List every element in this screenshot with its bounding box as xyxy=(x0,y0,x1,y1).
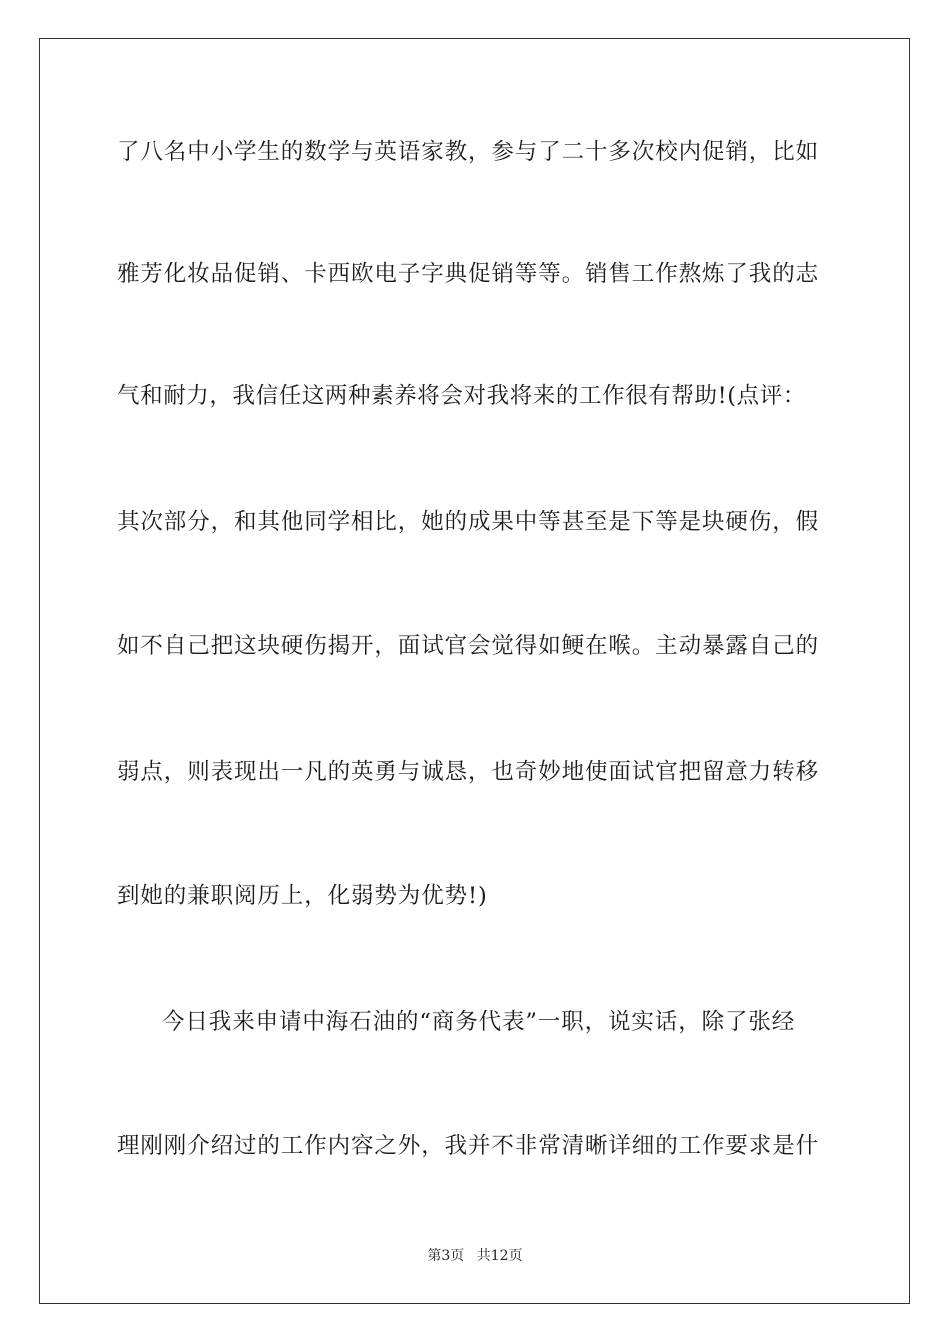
body-line-7: 到她的兼职阅历上，化弱势为优势!) xyxy=(117,883,488,909)
page-number: 第3页 xyxy=(427,1248,465,1264)
page-footer xyxy=(0,1247,950,1265)
body-line-3: 气和耐力，我信任这两种素养将会对我将来的工作很有帮助!(点评： xyxy=(117,383,806,409)
body-line-9: 理刚刚介绍过的工作内容之外，我并不非常清晰详细的工作要求是什 xyxy=(117,1133,820,1159)
body-line-5: 如不自己把这块硬伤揭开，面试官会觉得如鲠在喉。主动暴露自己的 xyxy=(117,633,820,659)
page-border xyxy=(39,38,910,1304)
body-line-1: 了八名中小学生的数学与英语家教，参与了二十多次校内促销，比如 xyxy=(117,139,820,165)
page-total: 共12页 xyxy=(476,1248,523,1264)
body-line-2: 雅芳化妆品促销、卡西欧电子字典促销等等。销售工作熬炼了我的志 xyxy=(117,261,820,287)
body-line-8-paragraph-start xyxy=(117,1007,833,1037)
body-line-4: 其次部分，和其他同学相比，她的成果中等甚至是下等是块硬伤，假 xyxy=(117,509,820,535)
body-line-8-text: 今日我来申请中海石油的“商务代表”一职，说实话，除了张经 xyxy=(162,1009,796,1035)
body-line-6: 弱点，则表现出一凡的英勇与诚恳，也奇妙地使面试官把留意力转移 xyxy=(117,759,820,785)
